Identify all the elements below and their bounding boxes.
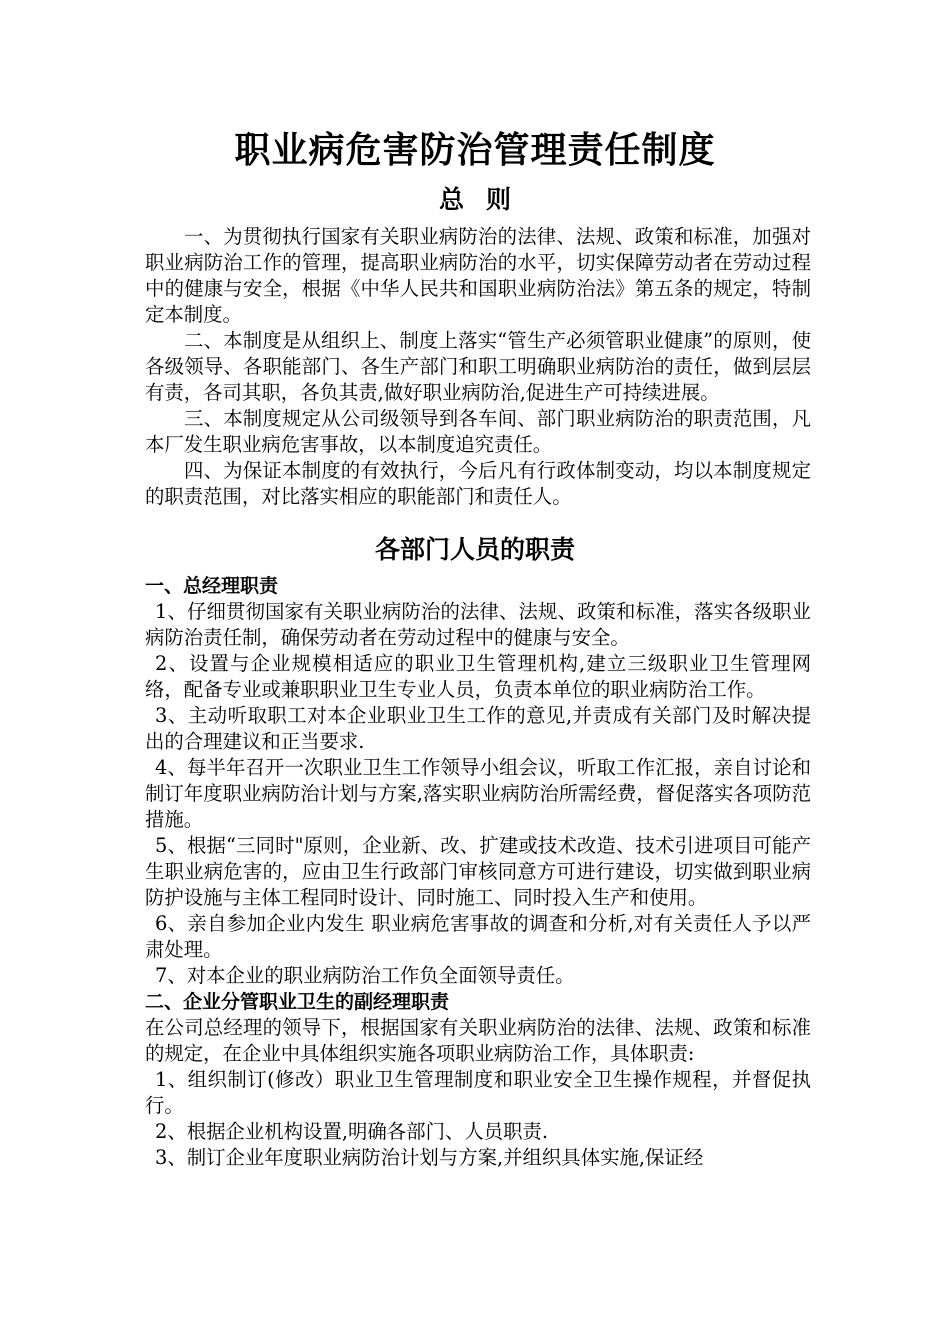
general-paragraph-2: 二、本制度是从组织上、制度上落实“管生产必须管职业健康”的原则，使各级领导、各职能部门、各生产部门和职工明确职业病防治的责任，做到层层有责，各司其职，各负其责,做好职业病防治,促进生产可持续进展。 — [145, 329, 811, 404]
manager-duty-item-2: 2、设置与企业规模相适应的职业卫生管理机构,建立三级职业卫生管理网络，配备专业或兼职职业卫生专业人员，负责本单位的职业病防治工作。 — [145, 652, 811, 701]
general-paragraph-1: 一、为贯彻执行国家有关职业病防治的法律、法规、政策和标准，加强对职业病防治工作的管理，提高职业病防治的水平，切实保障劳动者在劳动过程中的健康与安全，根据《中华人民共和国职业病防治法》第五条的规定，特制定本制度。 — [145, 225, 811, 326]
general-paragraph-4: 四、为保证本制度的有效执行，今后凡有行政体制变动，均以本制度规定的职责范围，对比落实相应的职能部门和责任人。 — [145, 459, 811, 508]
section-title-duties: 各部门人员的职责 — [374, 535, 575, 564]
manager-duty-item-6: 6、亲自参加企业内发生 职业病危害事故的调查和分析,对有关责任人予以严肃处理。 — [145, 912, 811, 961]
manager-duty-item-3: 3、主动听取职工对本企业职业卫生工作的意见,并责成有关部门及时解决提出的合理建议和正当要求. — [145, 704, 811, 753]
general-paragraph-3: 三、本制度规定从公司级领导到各车间、部门职业病防治的职责范围，凡本厂发生职业病危害事故，以本制度追究责任。 — [145, 407, 811, 456]
general-provisions — [145, 224, 811, 510]
manager-duty-item-4: 4、每半年召开一次职业卫生工作领导小组会议，听取工作汇报，亲自讨论和制订年度职业病防治计划与方案,落实职业病防治所需经费，督促落实各项防范措施。 — [145, 756, 811, 831]
deputy-duty-item-2: 2、根据企业机构设置,明确各部门、人员职责. — [155, 1120, 549, 1143]
manager-duty-item-7: 7、对本企业的职业病防治工作负全面领导责任。 — [155, 964, 575, 987]
deputy-duties-intro: 在公司总经理的领导下，根据国家有关职业病防治的法律、法规、政策和标准的规定，在企业中具体组织实施各项职业病防治工作，具体职责: — [145, 1016, 811, 1065]
manager-duty-item-5: 5、根据“三同时"原则，企业新、改、扩建或技术改造、技术引进项目可能产生职业病危害的，应由卫生行政部门审核同意方可进行建设，切实做到职业病防护设施与主体工程同时设计、同时施工、同时投入生产和使用。 — [145, 834, 811, 909]
deputy-duty-item-3: 3、制订企业年度职业病防治计划与方案,并组织具体实施,保证经 — [155, 1146, 704, 1169]
duties-section — [145, 573, 811, 1171]
deputy-duty-item-1: 1、组织制订(修改）职业卫生管理制度和职业安全卫生操作规程，并督促执行。 — [145, 1068, 811, 1117]
manager-duty-item-1: 1、仔细贯彻国家有关职业病防治的法律、法规、政策和标准，落实各级职业病防治责任制，确保劳动者在劳动过程中的健康与安全。 — [145, 600, 811, 649]
document-title: 职业病危害防治管理责任制度 — [234, 129, 716, 171]
manager-duties-heading: 一、总经理职责 — [145, 575, 279, 597]
deputy-duties-heading: 二、企业分管职业卫生的副经理职责 — [145, 991, 450, 1013]
section-title-general: 总则 — [438, 185, 533, 214]
